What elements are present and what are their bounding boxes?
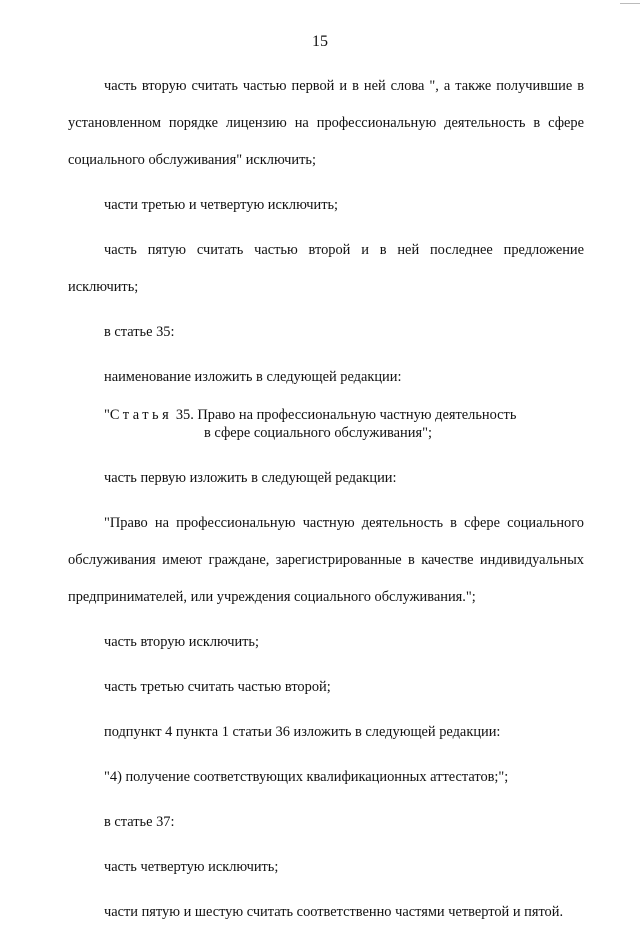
article-title-line1: 35. Право на профессиональную частную деятельность xyxy=(172,407,517,423)
paragraph: "Право на профессиональную частную деятельность в сфере социального обслуживания имеют граждане, зарегистрированные в качестве индивидуальных предпринимателей, или учреждения социального обслуживания."; xyxy=(68,515,584,605)
paragraph: часть первую изложить в следующей редакции: xyxy=(104,470,397,486)
corner-scan-mark xyxy=(620,3,640,4)
paragraph: часть вторую считать частью первой и в ней слова ", а также получившие в установленном порядке лицензию на профессиональную деятельность в сфере социального обслуживания" исключить; xyxy=(68,78,584,168)
paragraph: "4) получение соответствующих квалификационных аттестатов;"; xyxy=(104,769,509,785)
article-title-quote xyxy=(68,406,584,442)
paragraph: часть четвертую исключить; xyxy=(104,859,279,875)
paragraph: наименование изложить в следующей редакции: xyxy=(104,369,402,385)
paragraph: части пятую и шестую считать соответственно частями четвертой и пятой. xyxy=(104,904,564,920)
page-number: 15 xyxy=(312,33,328,50)
paragraph: часть третью считать частью второй; xyxy=(104,679,331,695)
paragraph: часть пятую считать частью второй и в ней последнее предложение исключить; xyxy=(68,242,584,295)
article-title-open-quote: " xyxy=(104,407,110,423)
article-title-word: Статья xyxy=(109,407,173,423)
paragraph: в статье 37: xyxy=(104,814,175,830)
paragraph: подпункт 4 пункта 1 статьи 36 изложить в следующей редакции: xyxy=(104,724,501,740)
paragraph: часть вторую исключить; xyxy=(104,634,259,650)
article-title-line2: в сфере социального обслуживания"; xyxy=(204,425,432,441)
document-body xyxy=(68,68,584,939)
paragraph: в статье 35: xyxy=(104,324,175,340)
paragraph: части третью и четвертую исключить; xyxy=(104,197,339,213)
